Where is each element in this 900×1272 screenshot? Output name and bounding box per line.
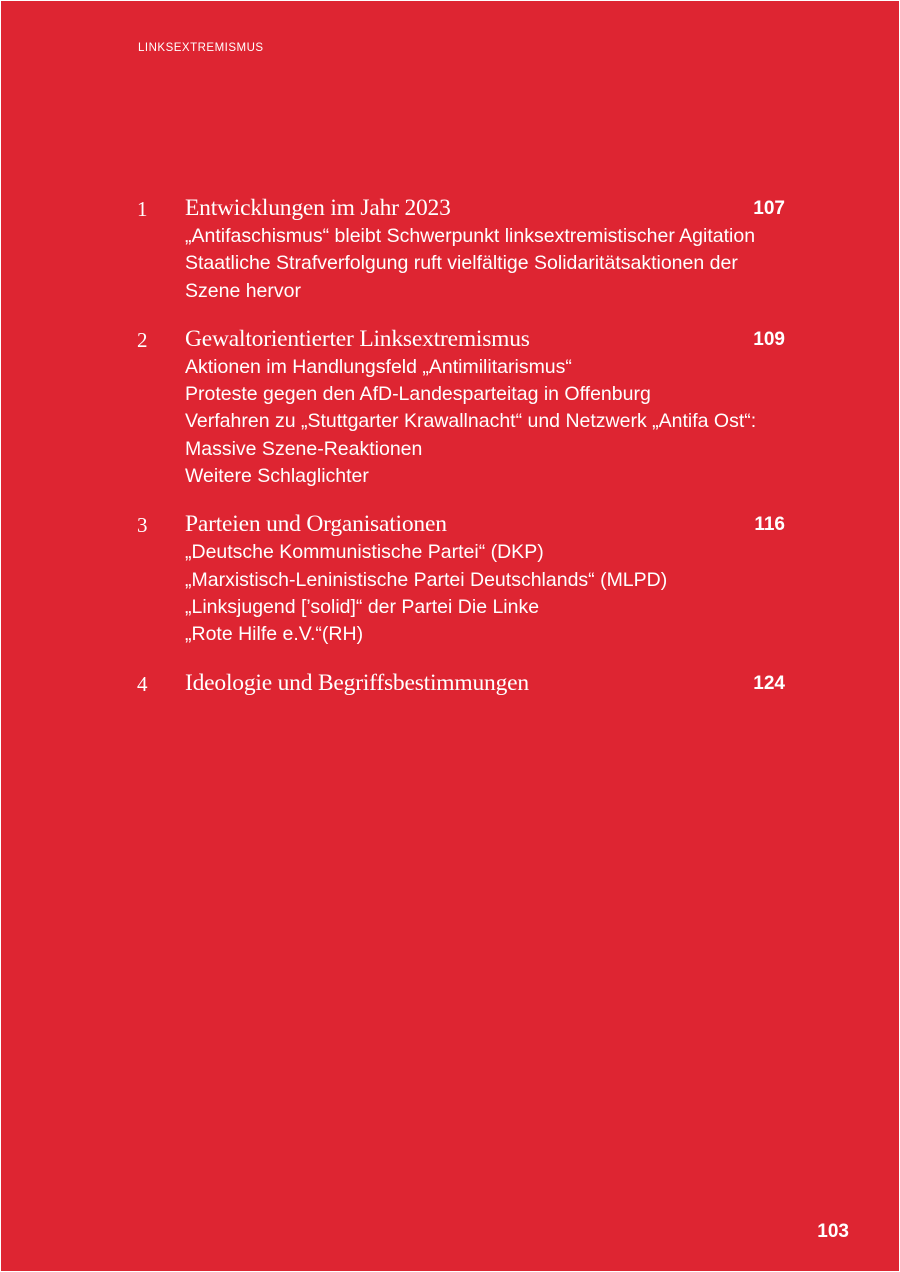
toc-section-number: 1 xyxy=(137,197,148,221)
toc-subitem: „Antifaschismus“ bleibt Schwerpunkt linksextremistischer Agitation xyxy=(185,225,756,247)
toc-subitem: „Marxistisch-Leninistische Partei Deutschlands“ (MLPD) xyxy=(185,568,668,591)
toc-section-title[interactable]: Entwicklungen im Jahr 2023 xyxy=(185,195,451,221)
toc-section-page[interactable]: 109 xyxy=(753,328,785,350)
toc-section-title[interactable]: Gewaltorientierter Linksextremismus xyxy=(185,325,530,352)
toc-subitem: Verfahren zu „Stuttgarter Krawallnacht“ und Netzwerk „Antifa Ost“: Massive Szene-Reaktionen xyxy=(185,410,757,460)
toc-section-header xyxy=(137,509,787,539)
document-page xyxy=(1,1,899,1271)
toc-section-header xyxy=(137,324,787,354)
toc-subitem: Staatliche Strafverfolgung ruft vielfältige Solidaritätsaktionen der Szene hervor xyxy=(185,252,738,302)
toc-subitem: Aktionen im Handlungsfeld „Antimilitarismus“ xyxy=(185,355,572,378)
toc-section-1 xyxy=(137,193,787,305)
toc-section-number: 2 xyxy=(137,327,148,352)
toc-section-header xyxy=(137,193,787,223)
toc-section-page[interactable]: 116 xyxy=(754,514,785,536)
toc-subitems xyxy=(185,354,787,490)
running-head: LINKSEXTREMISMUS xyxy=(138,42,264,54)
toc-section-title[interactable]: Parteien und Organisationen xyxy=(185,511,447,538)
toc-subitem: Weitere Schlaglichter xyxy=(185,465,369,488)
toc-section-header xyxy=(137,668,787,698)
toc-subitem: „Deutsche Kommunistische Partei“ (DKP) xyxy=(185,541,544,564)
toc-section-4 xyxy=(137,668,787,698)
toc-section-title[interactable]: Ideologie und Begriffsbestimmungen xyxy=(185,669,529,696)
toc-section-number: 3 xyxy=(137,513,148,538)
toc-section-page[interactable]: 107 xyxy=(753,198,785,219)
toc-subitems xyxy=(185,539,787,648)
toc-section-page[interactable]: 124 xyxy=(753,672,785,694)
toc-section-2 xyxy=(137,324,787,490)
toc-subitem: Proteste gegen den AfD-Landesparteitag in Offenburg xyxy=(185,383,651,406)
toc-subitems xyxy=(185,223,787,305)
page-number: 103 xyxy=(817,1221,849,1242)
toc-subitem: „Linksjugend [’solid]“ der Partei Die Linke xyxy=(185,595,540,618)
table-of-contents xyxy=(137,193,787,717)
toc-section-3 xyxy=(137,509,787,648)
toc-section-number: 4 xyxy=(137,671,148,696)
toc-subitem: „Rote Hilfe e.V.“(RH) xyxy=(185,623,364,646)
